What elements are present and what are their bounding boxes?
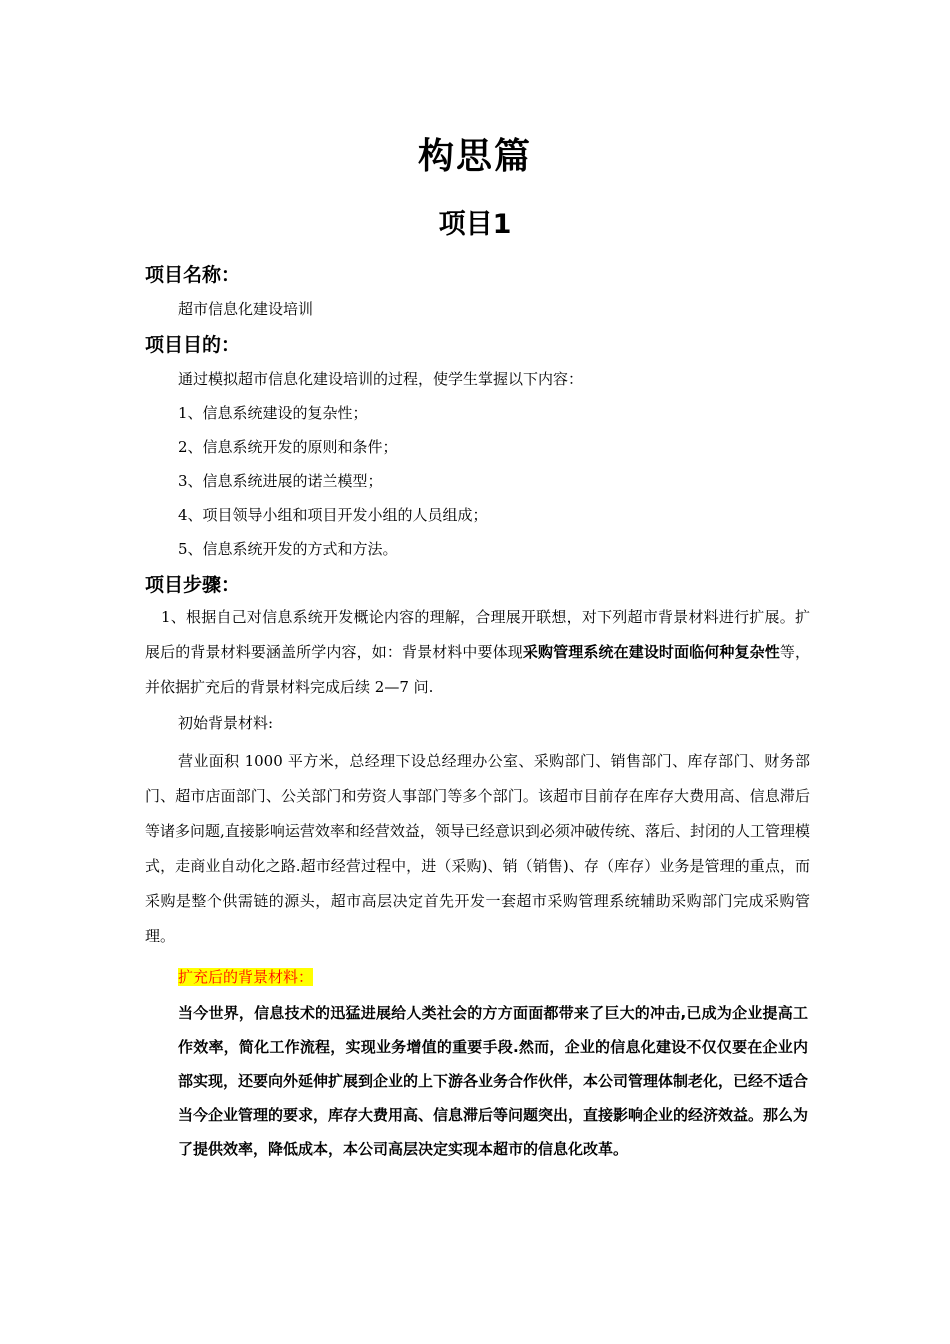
project-name-value: 超市信息化建设培训 xyxy=(178,300,314,318)
purpose-item: 5、信息系统开发的方式和方法。 xyxy=(178,540,398,558)
project-purpose-heading: 项目目的： xyxy=(145,334,241,356)
step-1-text: 1、根据自己对信息系统开发概论内容的理解，合理展开联想，对下列超市背景材料进行扩展。扩展后的背景材料要涵盖所学内容，如：背景材料中要体现 xyxy=(145,608,810,661)
purpose-item: 4、项目领导小组和项目开发小组的人员组成； xyxy=(178,506,488,524)
purpose-intro: 通过模拟超市信息化建设培训的过程，使学生掌握以下内容： xyxy=(178,370,584,388)
initial-material-text: 营业面积 1000 平方米，总经理下设总经理办公室、采购部门、销售部门、库存部门、财务部门、超市店面部门、公关部门和劳资人事部门等多个部门。该超市目前存在库存大费用高、信息滞后等诸多问题,直接影响运营效率和经营效益，领导已经意识到必须冲破传统、落后、封闭的人工管理模式，走商业自动化之路.超市经营过程中，进（采购)、销（销售)、存（库存）业务是管理的重点，而采购是整个供需链的源头，超市高层决定首先开发一套超市采购管理系统辅助采购部门完成采购管理。 xyxy=(145,752,810,945)
initial-material-label: 初始背景材料: xyxy=(178,714,274,732)
highlighted-label: 扩充后的背景材料： xyxy=(178,968,314,986)
purpose-item: 1、信息系统建设的复杂性； xyxy=(178,404,368,422)
expanded-material-text: 当今世界，信息技术的迅猛进展给人类社会的方方面面都带来了巨大的冲击,已成为企业提高工作效率，简化工作流程，实现业务增值的重要手段.然而，企业的信息化建设不仅仅要在企业内部实现，还要向外延伸扩展到企业的上下游各业务合作伙伴，本公司管理体制老化，已经不适合当今企业管理的要求，库存大费用高、信息滞后等问题突出，直接影响企业的经济效益。那么为了提供效率，降低成本，本公司高层决定实现本超市的信息化改革。 xyxy=(178,1004,809,1158)
purpose-item: 3、信息系统进展的诺兰模型； xyxy=(178,472,383,490)
project-title: 项目1 xyxy=(438,209,512,240)
expanded-material-label xyxy=(178,966,313,987)
project-name-heading: 项目名称： xyxy=(145,264,241,286)
step-1-emphasis: 采购管理系统在建设时面临何种复杂性 xyxy=(522,643,780,661)
purpose-item: 2、信息系统开发的原则和条件； xyxy=(178,438,398,456)
step-1-text-end: 等，并依据扩充后的背景材料完成后续 2—7 问. xyxy=(145,643,810,696)
step-1-paragraph xyxy=(145,600,810,705)
document-title: 构思篇 xyxy=(417,136,532,177)
project-steps-heading: 项目步骤： xyxy=(145,574,241,596)
